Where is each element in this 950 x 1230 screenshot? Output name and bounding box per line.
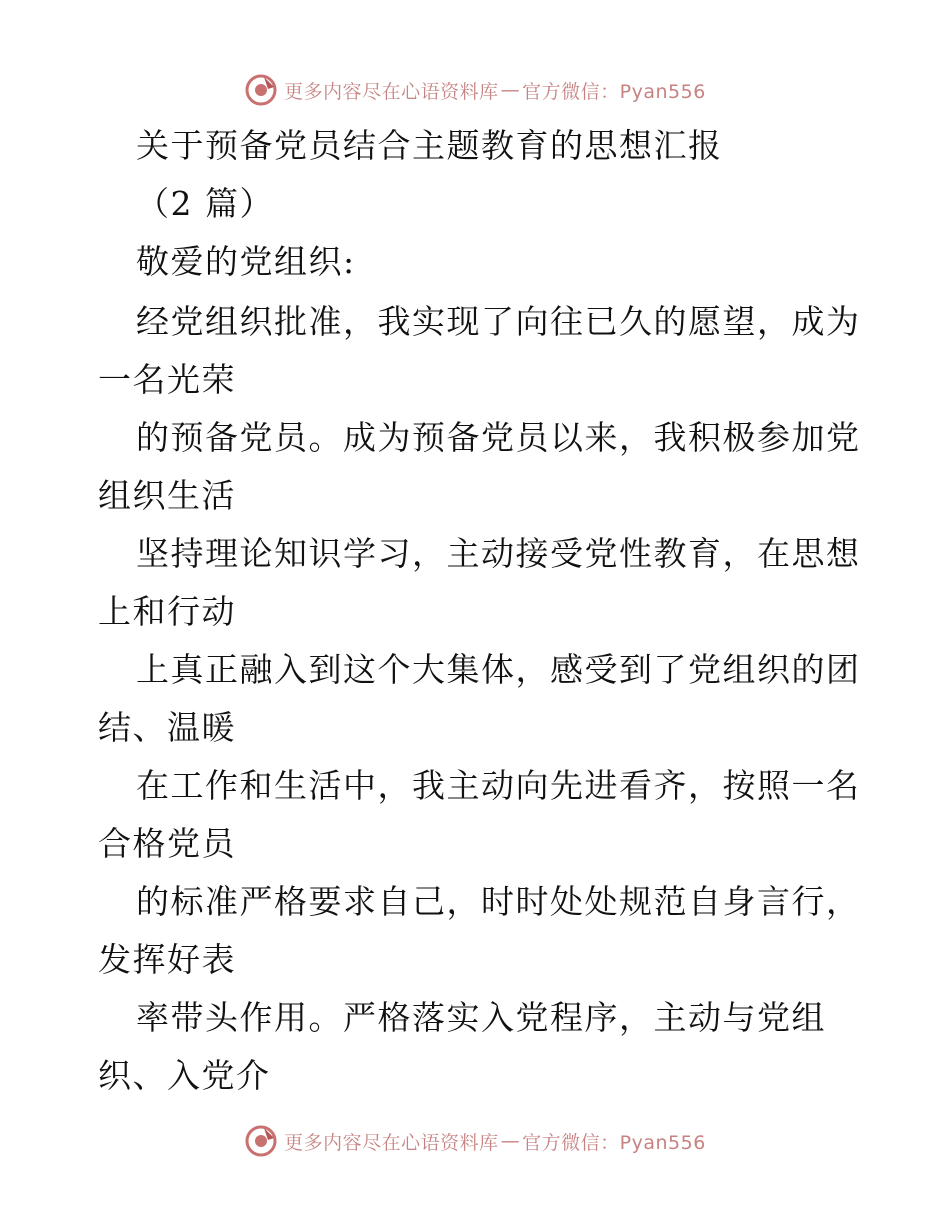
watermark-wechat-text: 官方微信：Pyan556 xyxy=(522,1131,706,1154)
document-subtitle: （2 篇） xyxy=(136,184,274,223)
watermark-site-text: 更多内容尽在心语资料库 xyxy=(284,1131,499,1154)
paragraph-line: 组织生活 xyxy=(98,476,236,515)
paragraph-line: 一名光荣 xyxy=(98,360,236,399)
document-title: 关于预备党员结合主题教育的思想汇报 xyxy=(136,126,723,165)
watermark-wechat-text: 官方微信：Pyan556 xyxy=(522,80,706,103)
paragraph-line: 发挥好表 xyxy=(98,940,236,979)
paragraph-line: 织、入党介 xyxy=(98,1056,271,1095)
paragraph-line: 的标准严格要求自己，时时处处规范自身言行， xyxy=(136,882,861,921)
footer-watermark xyxy=(0,1121,950,1161)
watermark-dash: — xyxy=(500,79,521,101)
watermark-dash: — xyxy=(500,1130,521,1152)
paragraph-line: 经党组织批准，我实现了向往已久的愿望，成为 xyxy=(136,302,861,341)
logo-icon xyxy=(244,1124,278,1158)
paragraph-line: 合格党员 xyxy=(98,824,236,863)
watermark-site-text: 更多内容尽在心语资料库 xyxy=(284,80,499,103)
paragraph-line: 率带头作用。严格落实入党程序，主动与党组 xyxy=(136,998,826,1037)
paragraph-line: 坚持理论知识学习，主动接受党性教育，在思想 xyxy=(136,534,861,573)
salutation: 敬爱的党组织: xyxy=(136,242,356,281)
logo-icon xyxy=(244,73,278,107)
header-watermark xyxy=(0,70,950,110)
paragraph-line: 在工作和生活中，我主动向先进看齐，按照一名 xyxy=(136,766,861,805)
paragraph-line: 的预备党员。成为预备党员以来，我积极参加党 xyxy=(136,418,861,457)
paragraph-line: 上真正融入到这个大集体，感受到了党组织的团 xyxy=(136,650,861,689)
paragraph-line: 上和行动 xyxy=(98,592,236,631)
paragraph-line: 结、温暖 xyxy=(98,708,236,747)
